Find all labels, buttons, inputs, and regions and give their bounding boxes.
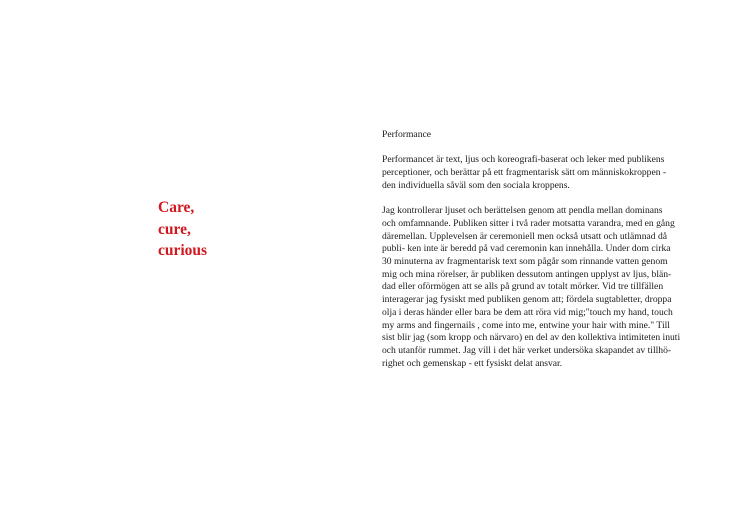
- document-title: [158, 197, 207, 262]
- title-line-care: Care,: [158, 199, 195, 216]
- section-heading: Performance: [382, 129, 432, 140]
- paragraph-description: [382, 205, 712, 370]
- text-line: publi- ken inte är beredd på vad ceremonin kan innehålla. Under dom cirka: [382, 243, 671, 255]
- text-line: mig och mina rörelser, är publiken dessutom antingen upplyst av ljus, blän-: [382, 268, 672, 280]
- text-line: Jag kontrollerar ljuset och berättelsen genom att pendla mellan dominans: [382, 205, 663, 217]
- text-line: interagerar jag fysiskt med publiken genom att; fördela sugtabletter, droppa: [382, 294, 672, 306]
- body-text-column: [382, 129, 712, 383]
- text-line: sist blir jag (som kropp och närvaro) en del av den kollektiva intimiteten inuti: [382, 332, 681, 344]
- title-line-cure: cure,: [158, 220, 191, 238]
- text-line: 30 minuterna av fragmentarisk text som pågår som rinnande vatten genom: [382, 256, 668, 267]
- text-line: och utanför rummet. Jag vill i det här verket undersöka skapandet av tillhö-: [382, 344, 672, 356]
- text-line: Performancet är text, ljus och koreografi-baserat och leker med publikens: [382, 154, 665, 166]
- title-line-curious: curious: [158, 242, 208, 259]
- text-line: my arms and fingernails , come into me, entwine your hair with mine." Till: [382, 319, 670, 331]
- text-line: den individuella såväl som den sociala kroppens.: [382, 179, 570, 191]
- text-line: olja i deras händer eller bara be dem att röra vid mig;"touch my hand, touch: [382, 306, 673, 318]
- text-line: righet och gemenskap - ett fysiskt delat ansvar.: [382, 357, 563, 369]
- text-line: perceptioner, och berättar på ett fragmentarisk sätt om människokroppen -: [382, 167, 667, 179]
- paragraph-intro: [382, 154, 712, 192]
- text-line: och omfamnande. Publiken sitter i två rader motsatta varandra, med en gång: [382, 217, 675, 229]
- text-line: däremellan. Upplevelsen är ceremoniell men också utsatt och utlämnad då: [382, 230, 668, 242]
- text-line: dad eller oförmögen att se alls på grund av totalt mörker. Vid tre tillfällen: [382, 281, 664, 293]
